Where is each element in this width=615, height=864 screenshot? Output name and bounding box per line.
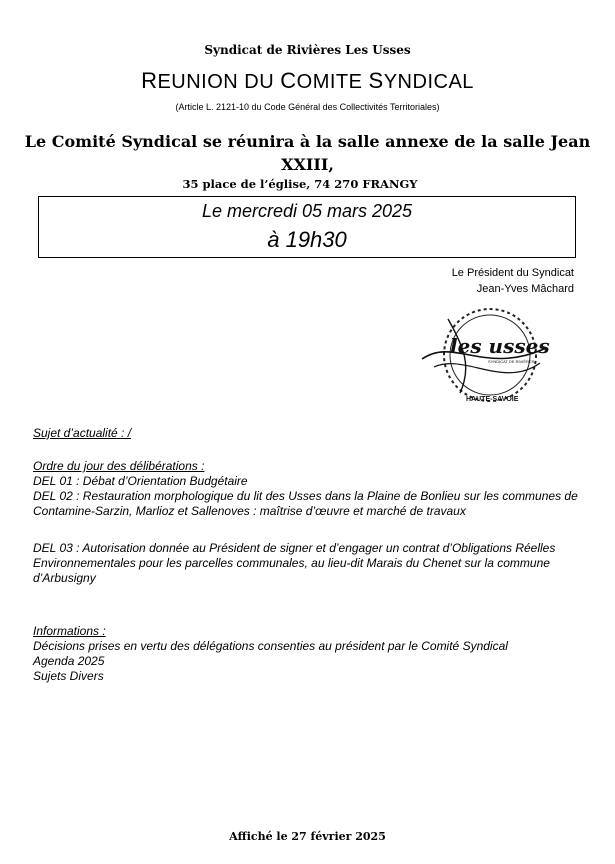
agenda-item: DEL 02 : Restauration morphologique du lit des Usses dans la Plaine de Bonlieu sur les communes de Contamine-Sarzin, Marlioz et Sallenoves : maîtrise d’œuvre et marché de travaux [33, 489, 578, 518]
title-initial: R [141, 68, 158, 93]
seal-sub-text: SYNDICAT DE RIVIÈRES [488, 359, 535, 364]
agenda-item: DEL 01 : Débat d’Orientation Budgétaire [33, 474, 248, 488]
meeting-time: à 19h30 [267, 227, 347, 252]
meeting-date-box [38, 196, 576, 258]
document-title [0, 68, 615, 94]
agenda-item: DEL 03 : Autorisation donnée au Président de signer et d’engager un contrat d’Obligations Réelles Environnementales pour les parcelles communales, au lieu-dit Marais du Chenet sur la commune d’Arbusigny [33, 541, 556, 585]
meeting-date: Le mercredi 05 mars 2025 [201, 201, 413, 221]
title-text: EUNION DU [157, 71, 281, 93]
seal-region-text: HAUTE-SAVOIE [466, 396, 519, 403]
venue-line: XXIII, [281, 155, 334, 174]
informations-heading: Informations : [33, 624, 106, 638]
venue-address: 35 place de l’église, 74 270 FRANGY [182, 177, 418, 191]
title-text: YNDICAL [383, 71, 474, 93]
organization-name: Syndicat de Rivières Les Usses [204, 43, 411, 57]
posted-date: Affiché le 27 février 2025 [229, 830, 386, 843]
current-topic: Sujet d’actualité : / [33, 426, 132, 440]
information-item: Décisions prises en vertu des délégations consenties au président par le Comité Syndical [33, 639, 508, 653]
legal-article-reference: (Article L. 2121-10 du Code Général des Collectivités Territoriales) [175, 102, 440, 112]
agenda-heading: Ordre du jour des délibérations : [33, 459, 205, 473]
information-item: Sujets Divers [33, 669, 104, 683]
signatory-name: Jean-Yves Mâchard [476, 283, 574, 295]
venue-line: Le Comité Syndical se réunira à la salle annexe de la salle Jean [24, 132, 591, 151]
signatory-role: Le Président du Syndicat [451, 267, 574, 279]
seal-main-text: les usses [450, 334, 550, 358]
information-item: Agenda 2025 [33, 654, 105, 668]
title-initial: S [368, 68, 384, 93]
seal-graphic [414, 297, 554, 417]
official-seal-stamp [414, 297, 554, 417]
title-initial: C [280, 68, 297, 93]
title-text: OMITE [296, 71, 369, 93]
